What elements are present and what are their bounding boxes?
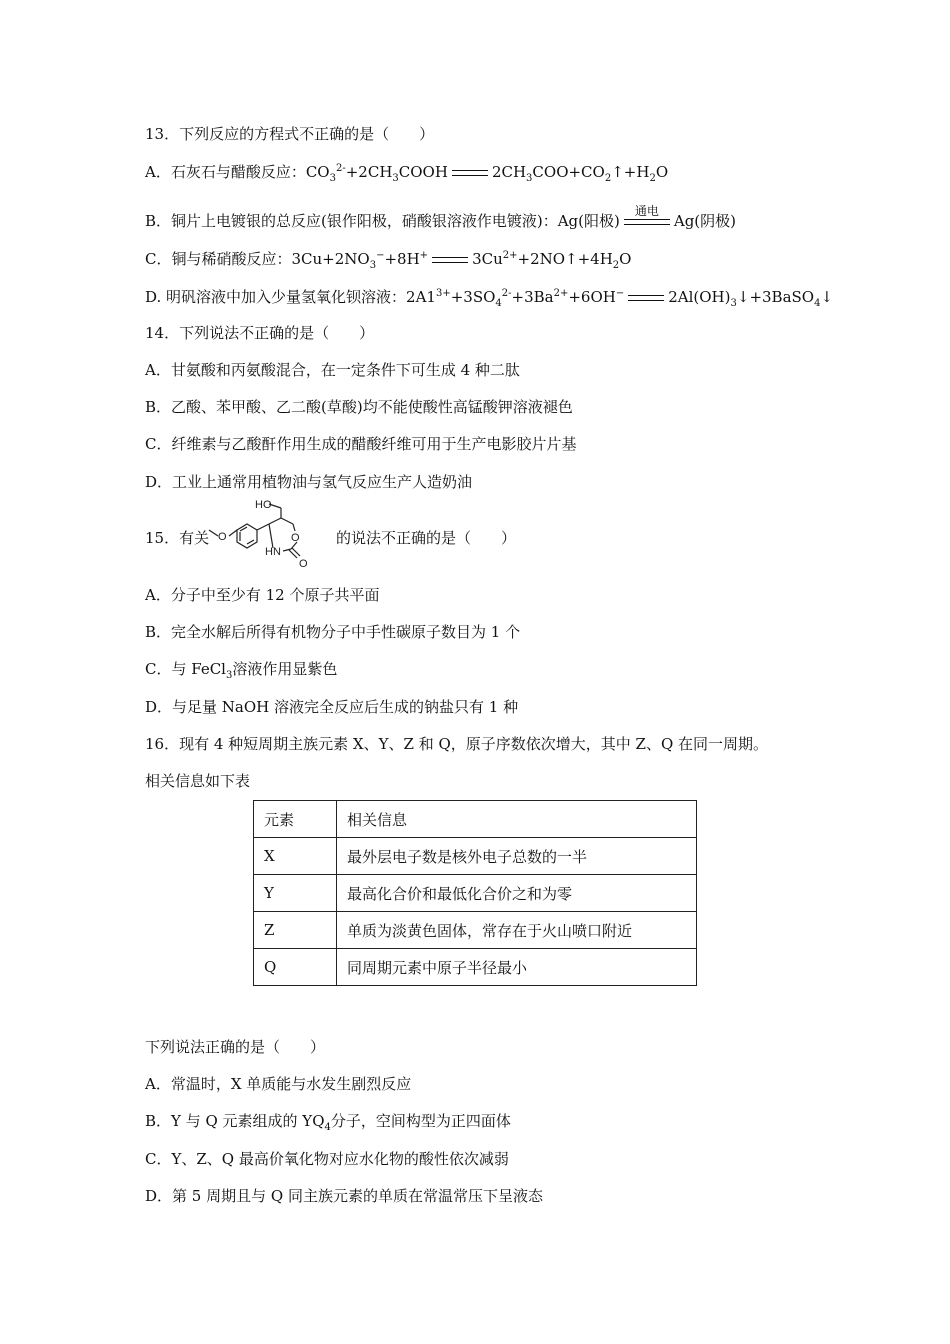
mol-methoxy-o: O <box>218 531 227 543</box>
q16-ask: 下列说法正确的是（ ） <box>145 1038 326 1056</box>
table-cell: 元素 <box>254 801 337 838</box>
q15-stem-prefix: 15．有关 <box>145 529 210 547</box>
q16-stem-line2: 相关信息如下表 <box>145 772 251 790</box>
q15-option-a: A．分子中至少有 12 个原子共平面 <box>145 586 380 604</box>
table-row <box>254 875 697 912</box>
element-info-table <box>253 800 697 986</box>
mol-hn: HN <box>265 546 281 558</box>
table-cell: X <box>254 838 337 875</box>
table-cell: 相关信息 <box>337 801 697 838</box>
table-cell: 最外层电子数是核外电子总数的一半 <box>337 838 697 875</box>
q14-stem: 14．下列说法不正确的是（ ） <box>145 324 375 342</box>
table-cell: Q <box>254 949 337 986</box>
equals-sign-icon <box>432 254 468 266</box>
table-row <box>254 801 697 838</box>
table-cell: 同周期元素中原子半径最小 <box>337 949 697 986</box>
molecule-structure-icon <box>207 500 337 572</box>
q14-option-d: D．工业上通常用植物油与氢气反应生产人造奶油 <box>145 473 473 491</box>
table-row <box>254 838 697 875</box>
table-cell: Y <box>254 875 337 912</box>
table-cell: 最高化合价和最低化合价之和为零 <box>337 875 697 912</box>
q13-stem: 13．下列反应的方程式不正确的是（ ） <box>145 125 435 143</box>
q14-option-a: A．甘氨酸和丙氨酸混合，在一定条件下可生成 4 种二肽 <box>145 361 520 379</box>
equals-sign-icon <box>452 167 488 179</box>
q16-stem-line1: 16．现有 4 种短周期主族元素 X、Y、Z 和 Q，原子序数依次增大，其中 Z、Q 在同一周期。 <box>145 735 769 753</box>
q15-option-c: C．与 FeCl$_3$溶液作用显紫色 <box>145 660 338 681</box>
electrolysis-equals-icon: 通电 <box>624 215 670 229</box>
mol-ho: HO <box>255 500 272 511</box>
table-row <box>254 912 697 949</box>
mol-carbonyl-o: O <box>299 558 308 570</box>
q16-option-d: D．第 5 周期且与 Q 同主族元素的单质在常温常压下呈液态 <box>145 1187 543 1205</box>
q14-option-b: B．乙酸、苯甲酸、乙二酸(草酸)均不能使酸性高锰酸钾溶液褪色 <box>145 398 573 416</box>
table-cell: 单质为淡黄色固体，常存在于火山喷口附近 <box>337 912 697 949</box>
q15-stem-suffix: 的说法不正确的是（ ） <box>336 529 517 547</box>
q13-option-d: D. 明矾溶液中加入少量氢氧化钡溶液：$2A1^{3+}+3SO_4^{2-}+3Ba^{2+}+6OH^-$ $2Al(OH)_3↓+3BaSO_4↓$ <box>145 288 834 309</box>
q13-option-b: B．铜片上电镀银的总反应(银作阳极，硝酸银溶液作电镀液)：Ag(阳极) 通电 Ag(阴极) <box>145 204 737 230</box>
q16-option-a: A．常温时，X 单质能与水发生剧烈反应 <box>145 1075 412 1093</box>
q16-option-c: C．Y、Z、Q 最高价氧化物对应水化物的酸性依次减弱 <box>145 1150 509 1168</box>
q15-option-d: D．与足量 NaOH 溶液完全反应后生成的钠盐只有 1 种 <box>145 698 519 716</box>
equals-sign-icon <box>628 292 664 304</box>
q13-option-a: A．石灰石与醋酸反应：$CO_3^{2-}+2CH_3COOH$ $2CH_3COO+CO_2↑+H_2O$ <box>145 163 669 184</box>
mol-ring-o: O <box>291 532 300 544</box>
table-row <box>254 949 697 986</box>
q16-option-b: B．Y 与 Q 元素组成的 $YQ_4$分子，空间构型为正四面体 <box>145 1112 511 1133</box>
q15-option-b: B．完全水解后所得有机物分子中手性碳原子数目为 1 个 <box>145 623 521 641</box>
table-cell: Z <box>254 912 337 949</box>
q13-option-c: C．铜与稀硝酸反应：$3Cu+2NO_3^-+8H^+$ $3Cu^{2+}+2NO↑+4H_2O$ <box>145 250 632 271</box>
q14-option-c: C．纤维素与乙酸酐作用生成的醋酸纤维可用于生产电影胶片片基 <box>145 435 577 453</box>
